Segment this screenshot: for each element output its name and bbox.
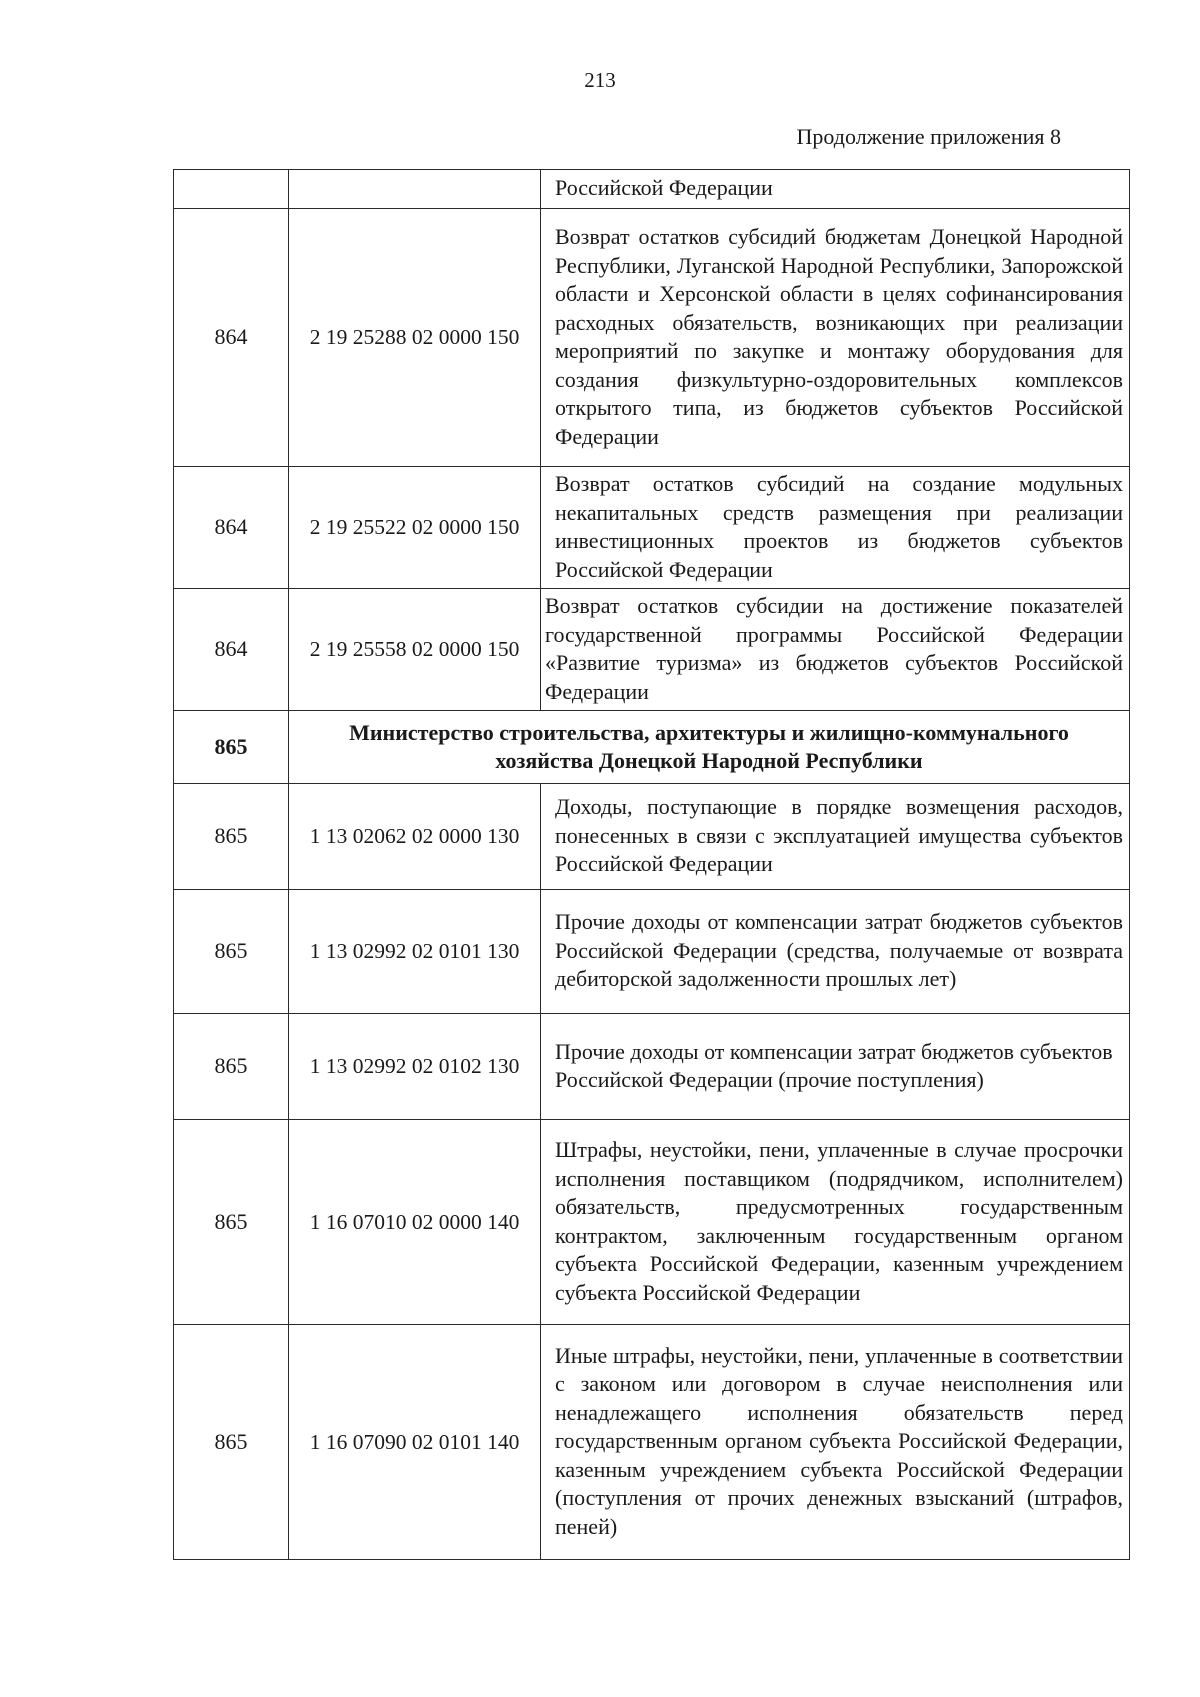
section-heading-row — [174, 711, 1130, 784]
budget-code-cell: 1 13 02062 02 0000 130 — [289, 784, 541, 890]
table-row — [174, 467, 1130, 589]
description-cell: Возврат остатков субсидии на достижение показателей государственной программы Российской Федерации «Развитие туризма» из бюджетов субъектов Российской Федерации — [541, 589, 1130, 711]
budget-code-cell: 2 19 25522 02 0000 150 — [289, 467, 541, 589]
description-cell: Прочие доходы от компенсации затрат бюджетов субъектов Российской Федерации (прочие поступления) — [541, 1014, 1130, 1120]
description-cell: Возврат остатков субсидий бюджетам Донецкой Народной Республики, Луганской Народной Республики, Запорожской области и Херсонской области в целях софинансирования расходных обязательств, возникающих при реализации мероприятий по закупке и монтажу оборудования для создания физкультурно-оздоровительных комплексов открытого типа, из бюджетов субъектов Российской Федерации — [541, 209, 1130, 467]
admin-code-cell: 864 — [174, 209, 289, 467]
table-row — [174, 589, 1130, 711]
admin-code-cell — [174, 170, 289, 209]
table-row — [174, 170, 1130, 209]
budget-codes-table — [173, 169, 1130, 1560]
description-cell: Штрафы, неустойки, пени, уплаченные в случае просрочки исполнения поставщиком (подрядчиком, исполнителем) обязательств, предусмотренных государственным контрактом, заключенным государственным органом субъекта Российской Федерации, казенным учреждением субъекта Российской Федерации — [541, 1120, 1130, 1325]
description-cell: Иные штрафы, неустойки, пени, уплаченные в соответствии с законом или договором в случае неисполнения или ненадлежащего исполнения обязательств перед государственным органом субъекта Российской Федерации, казенным учреждением субъекта Российской Федерации (поступления от прочих денежных взысканий (штрафов, пеней) — [541, 1325, 1130, 1560]
admin-code-cell: 865 — [174, 1325, 289, 1560]
table-row — [174, 784, 1130, 890]
table-row — [174, 1325, 1130, 1560]
ministry-heading: Министерство строительства, архитектуры и жилищно-коммунального хозяйства Донецкой Народной Республики — [289, 711, 1130, 784]
page-number: 213 — [584, 68, 616, 92]
admin-code-cell: 864 — [174, 589, 289, 711]
admin-code-cell: 864 — [174, 467, 289, 589]
admin-code-cell: 865 — [174, 1120, 289, 1325]
description-cell: Возврат остатков субсидий на создание модульных некапитальных средств размещения при реализации инвестиционных проектов из бюджетов субъектов Российской Федерации — [541, 467, 1130, 589]
table-row — [174, 1120, 1130, 1325]
budget-code-cell — [289, 170, 541, 209]
table-row — [174, 890, 1130, 1014]
admin-code-cell: 865 — [174, 711, 289, 784]
admin-code-cell: 865 — [174, 1014, 289, 1120]
admin-code-cell: 865 — [174, 890, 289, 1014]
table-row — [174, 209, 1130, 467]
appendix-continuation-label: Продолжение приложения 8 — [796, 124, 1061, 149]
description-cell: Прочие доходы от компенсации затрат бюджетов субъектов Российской Федерации (средства, получаемые от возврата дебиторской задолженности прошлых лет) — [541, 890, 1130, 1014]
budget-code-cell: 2 19 25558 02 0000 150 — [289, 589, 541, 711]
budget-code-cell: 1 16 07010 02 0000 140 — [289, 1120, 541, 1325]
budget-code-cell: 1 16 07090 02 0101 140 — [289, 1325, 541, 1560]
budget-code-cell: 1 13 02992 02 0102 130 — [289, 1014, 541, 1120]
budget-code-cell: 2 19 25288 02 0000 150 — [289, 209, 541, 467]
admin-code-cell: 865 — [174, 784, 289, 890]
description-cell: Российской Федерации — [541, 170, 1130, 209]
table-row — [174, 1014, 1130, 1120]
budget-code-cell: 1 13 02992 02 0101 130 — [289, 890, 541, 1014]
description-cell: Доходы, поступающие в порядке возмещения расходов, понесенных в связи с эксплуатацией имущества субъектов Российской Федерации — [541, 784, 1130, 890]
